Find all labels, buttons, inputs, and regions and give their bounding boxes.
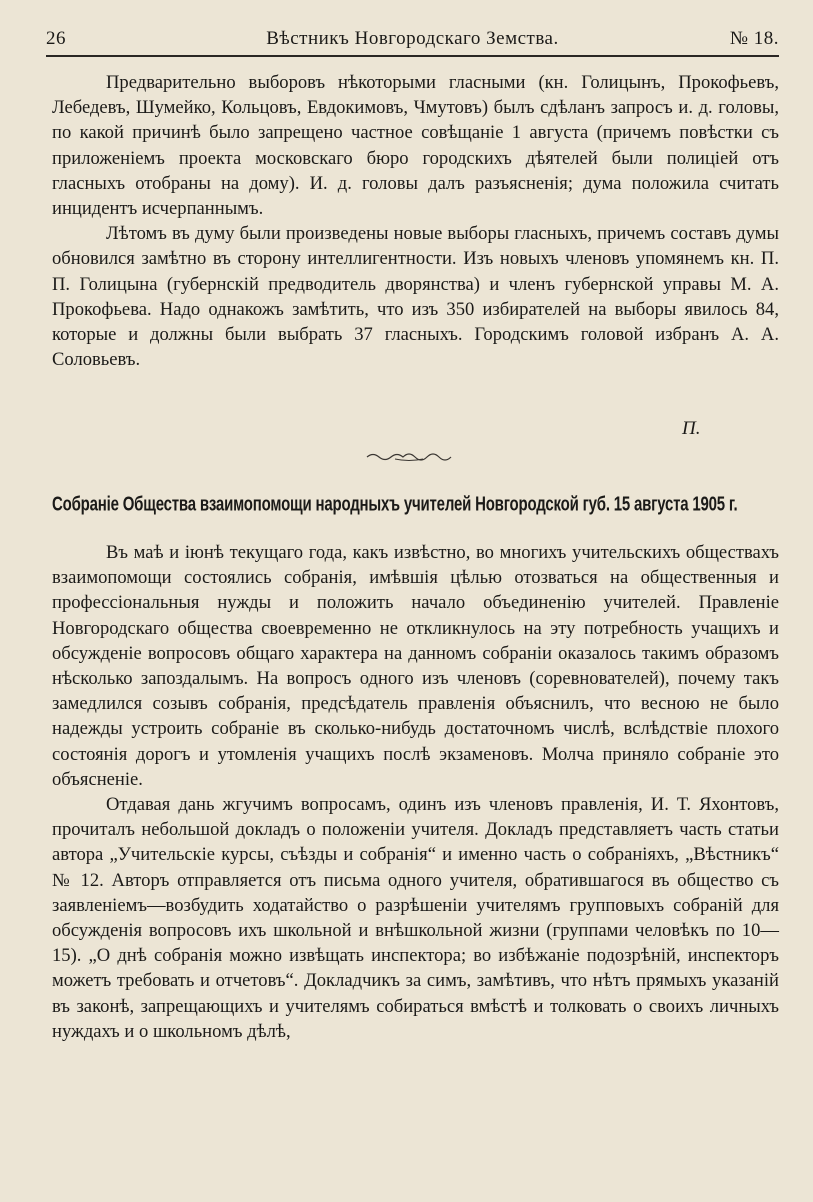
article-heading: Собраніе Общества взаимопомощи народныхъ учителей Новгородской губ. 15 августа 1905 г.	[52, 493, 738, 516]
issue-number: № 18.	[729, 28, 779, 49]
paragraph: Въ маѣ и іюнѣ текущаго года, какъ извѣстно, во многихъ учительскихъ обществахъ взаимопомощи состоялись собранія, имѣвшія цѣлью отозваться на общественныя и профессіональныя нужды и положить начало объединенію учителей. Правленіе Новгородскаго общества своевременно не откликнулось на эту потребность учащихъ и обсужденіе вопросовъ общаго характера на данномъ собраніи оказалось такимъ образомъ нѣсколько запоздалымъ. На вопросъ одного изъ членовъ (соревнователей), почему такъ замедлился созывъ собранія, предсѣдатель правленія объяснилъ, что весною не было надежды устроить собраніе въ сколько-нибудь достаточномъ числѣ, вслѣдствіе плохого состоянія дорогъ и утомленія учащихъ послѣ экзаменовъ. Молча приняло собраніе это объясненіе.	[52, 542, 779, 790]
city-duma-report	[52, 70, 779, 372]
page-number: 26	[46, 28, 66, 49]
ornamental-divider	[365, 448, 453, 464]
paragraph: Лѣтомъ въ думу были произведены новые выборы гласныхъ, причемъ составъ думы обновился замѣтно въ сторону интеллигентности. Изъ новыхъ членовъ упомянемъ кн. П. П. Голицына (губернскій предводитель дворянства) и членъ губернской управы М. А. Прокофьева. Надо однакожъ замѣтить, что изъ 350 избирателей на выборы явилось 84, которые и должны были выбрать 37 гласныхъ. Городскимъ головой избранъ А. А. Соловьевъ.	[52, 223, 779, 371]
journal-title: Вѣстникъ Новгородскаго Земства.	[266, 28, 559, 49]
paragraph: Предварительно выборовъ нѣкоторыми гласными (кн. Голицынъ, Прокофьевъ, Лебедевъ, Шумейко, Кольцовъ, Евдокимовъ, Чмутовъ) былъ сдѣланъ запросъ и. д. головы, по какой причинѣ было запрещено частное совѣщаніе 1 августа (причемъ повѣстки съ приложеніемъ проекта московскаго бюро городскихъ дѣятелей были полиціей отъ гласныхъ отобраны на дому). И. д. головы далъ разъясненія; дума положила считать инцидентъ исчерпаннымъ.	[52, 72, 779, 220]
author-signature: П.	[682, 418, 701, 439]
header-rule	[46, 55, 779, 57]
running-header	[46, 28, 779, 58]
paragraph: Отдавая дань жгучимъ вопросамъ, одинъ изъ членовъ правленія, И. Т. Яхонтовъ, прочиталъ небольшой докладъ о положеніи учителя. Докладъ представляетъ часть статьи автора „Учительскіе курсы, съѣзды и собранія“ и именно часть о собраніяхъ, „Вѣстникъ“ № 12. Авторъ отправляется отъ письма одного учителя, обратившагося въ общество съ заявленіемъ—возбудить ходатайство о разрѣшеніи учителямъ групповыхъ собраній для обсужденія вопросовъ ихъ школьной и внѣшкольной жизни (группами человѣкъ по 10—15). „О днѣ собранія можно извѣщать инспектора; во избѣжаніе подозрѣній, инспекторъ можетъ требовать и отчетовъ“. Докладчикъ за симъ, замѣтивъ, что нѣтъ прямыхъ указаній въ законѣ, запрещающихъ и учителямъ собираться вмѣстѣ и толковать о своихъ личныхъ нуждахъ и о школьномъ дѣлѣ,	[52, 794, 779, 1042]
society-meeting-report	[52, 540, 779, 1044]
